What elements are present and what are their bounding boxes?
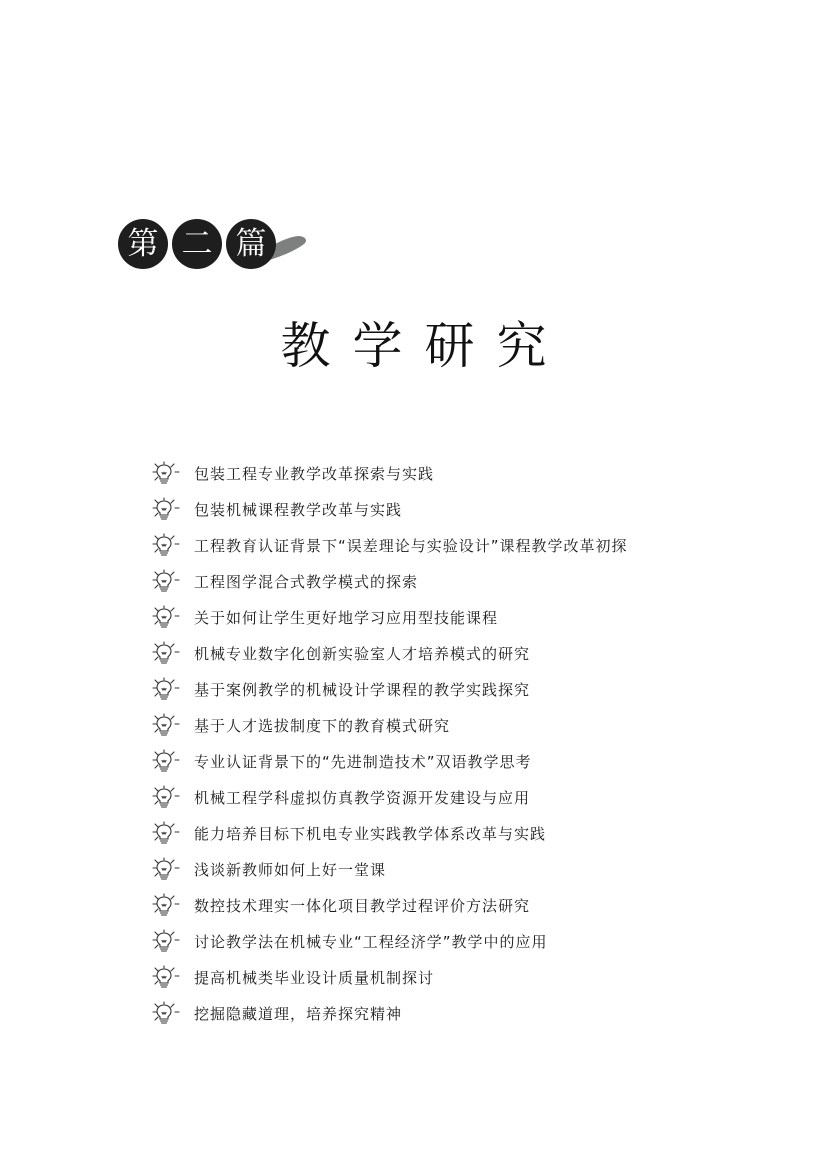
article-title: 工程图学混合式教学模式的探索 — [194, 572, 419, 591]
lightbulb-icon — [152, 461, 180, 485]
article-title: 关于如何让学生更好地学习应用型技能课程 — [194, 608, 499, 627]
article-item — [152, 671, 792, 707]
article-title: 能力培养目标下机电专业实践教学体系改革与实践 — [194, 824, 547, 843]
lightbulb-icon — [152, 497, 180, 521]
article-item — [152, 563, 792, 599]
article-item — [152, 779, 792, 815]
lightbulb-icon — [152, 533, 180, 557]
lightbulb-icon — [152, 677, 180, 701]
article-title: 提高机械类毕业设计质量机制探讨 — [194, 968, 435, 987]
article-item — [152, 995, 792, 1031]
lightbulb-icon — [152, 713, 180, 737]
article-title: 挖掘隐藏道理，培养探究精神 — [194, 1004, 403, 1023]
lightbulb-icon — [152, 857, 180, 881]
article-title: 工程教育认证背景下“误差理论与实验设计”课程教学改革初探 — [194, 536, 628, 555]
lightbulb-icon — [152, 749, 180, 773]
lightbulb-icon — [152, 821, 180, 845]
article-title: 机械专业数字化创新实验室人才培养模式的研究 — [194, 644, 531, 663]
article-item — [152, 923, 792, 959]
part-char: 篇 — [226, 219, 276, 269]
lightbulb-icon — [152, 1001, 180, 1025]
article-item — [152, 851, 792, 887]
article-title: 讨论教学法在机械专业“工程经济学”教学中的应用 — [194, 932, 548, 951]
article-item — [152, 635, 792, 671]
article-title: 基于案例教学的机械设计学课程的教学实践探究 — [194, 680, 531, 699]
part-heading — [116, 216, 308, 272]
article-title: 浅谈新教师如何上好一堂课 — [194, 860, 387, 879]
lightbulb-icon — [152, 569, 180, 593]
lightbulb-icon — [152, 641, 180, 665]
article-title: 包装机械课程教学改革与实践 — [194, 500, 403, 519]
article-title: 包装工程专业教学改革探索与实践 — [194, 464, 435, 483]
section-title: 教学研究 — [280, 317, 569, 375]
lightbulb-icon — [152, 893, 180, 917]
article-title: 基于人才选拔制度下的教育模式研究 — [194, 716, 451, 735]
article-item — [152, 815, 792, 851]
lightbulb-icon — [152, 605, 180, 629]
article-title: 专业认证背景下的“先进制造技术”双语教学思考 — [194, 752, 532, 771]
article-item — [152, 491, 792, 527]
article-item — [152, 707, 792, 743]
article-item — [152, 527, 792, 563]
article-item — [152, 887, 792, 923]
article-item — [152, 959, 792, 995]
article-list — [152, 455, 792, 1031]
article-item — [152, 455, 792, 491]
article-title: 机械工程学科虚拟仿真教学资源开发建设与应用 — [194, 788, 531, 807]
part-char: 第 — [118, 219, 168, 269]
lightbulb-icon — [152, 929, 180, 953]
article-title: 数控技术理实一体化项目教学过程评价方法研究 — [194, 896, 531, 915]
lightbulb-icon — [152, 965, 180, 989]
article-item — [152, 599, 792, 635]
article-item — [152, 743, 792, 779]
part-char: 二 — [172, 219, 222, 269]
lightbulb-icon — [152, 785, 180, 809]
